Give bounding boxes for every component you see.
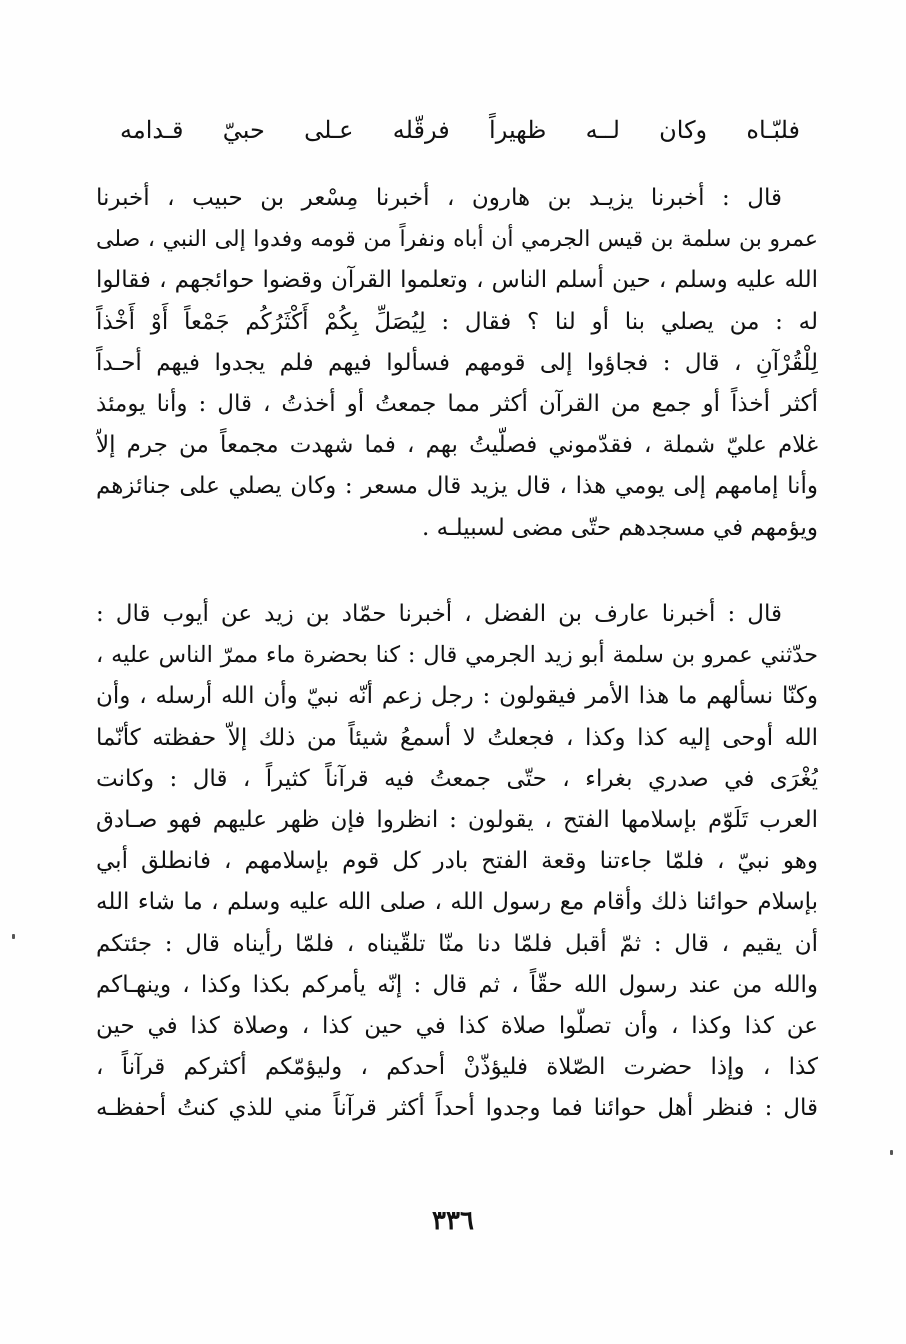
text-line: والله من عند رسول الله حقّاً ، ثم قال : إنّه يأمركم بكذا وكذا ، وينهـاكم xyxy=(96,971,818,998)
text-line: قال : أخبرنا عارف بن الفضل ، أخبرنا حمّاد بن زيد عن أيوب قال : xyxy=(96,601,782,627)
scan-speck xyxy=(890,1150,893,1155)
text-line: عن كذا وكذا ، وأن تصلّوا صلاة كذا في حين كذا ، وصلاة كذا في حين xyxy=(96,1012,818,1039)
text-line: قال : أخبرنا يزيـد بن هارون ، أخبرنا مِسْعر بن حبيب ، أخبرنا xyxy=(96,185,782,211)
text-line: أن يقيم ، قال : ثمّ أقبل فلمّا دنا منّا تلقّيناه ، فلمّا رأيناه قال : جئتكم xyxy=(96,930,818,957)
paragraph-1 xyxy=(96,178,818,549)
text-line: بإسلام حوائنا ذلك وأقام مع رسول الله ، صلى الله عليه وسلم ، ما شاء الله xyxy=(96,889,818,916)
text-line: حدّثني عمرو بن سلمة أبو زيد الجرمي قال : كنا بحضرة ماء ممرّ الناس عليه ، xyxy=(96,642,818,669)
text-line: قال : فنظر أهل حوائنا فما وجدوا أحداً أكثر قرآناً مني للذي كنتُ أحفظـه xyxy=(96,1095,818,1122)
text-line: عمرو بن سلمة بن قيس الجرمي أن أباه ونفراً من قومه وفدوا إلى النبي ، صلى xyxy=(96,227,818,253)
text-line: وكنّا نسألهم ما هذا الأمر فيقولون : رجل زعم أنّه نبيّ وأن الله أرسله ، وأن xyxy=(96,683,818,710)
text-line: وأنا إمامهم إلى يومي هذا ، قال يزيد قال مسعر : وكان يصلي على جنائزهم xyxy=(96,473,818,500)
text-line: غلام عليّ شملة ، فقدّموني فصلّيتُ بهم ، فما شهدت مجمعاً من جرم إلاّ xyxy=(96,432,818,459)
text-line: لِلْقُرْآنِ ، قال : فجاؤوا إلى قومهم فسألوا فيهم فلم يجدوا فيهم أحـداً xyxy=(96,349,818,376)
text-line: يُغْرَى في صدري بغراء ، حتّى جمعتُ فيه قرآناً كثيراً ، قال : وكانت xyxy=(96,765,818,792)
text-line: كذا ، وإذا حضرت الصّلاة فليؤذّنْ أحدكم ، وليؤمّكم أكثركم قرآناً ، xyxy=(96,1054,818,1081)
text-line: له : من يصلي بنا أو لنا ؟ فقال : لِيُصَلِّ بِكُمْ أَكْثَرُكُم جَمْعاً أَوْ أَخْذاً xyxy=(96,308,818,335)
text-line: أكثر أخذاً أو جمع من القرآن أكثر مما جمعتُ أو أخذتُ ، قال : وأنا يومئذ xyxy=(96,390,818,417)
paragraph-2 xyxy=(96,594,818,1129)
page-number: ٣٣٦ xyxy=(432,1206,474,1236)
text-line: وهو نبيّ ، فلمّا جاءتنا وقعة الفتح بادر كل قوم بإسلامهم ، فانطلق أبي xyxy=(96,848,818,875)
poetry-verse: فلبّـاه وكان لــه ظهيراً فرقّله عـلى حبيّ قـدامه xyxy=(120,116,800,144)
text-line: الله عليه وسلم ، حين أسلم الناس ، وتعلموا القرآن وقضوا حوائجهم ، فقالوا xyxy=(96,267,818,294)
text-line: ويؤمهم في مسجدهم حتّى مضى لسبيلـه . xyxy=(421,514,818,541)
text-line: العرب تَلَوّم بإسلامها الفتح ، يقولون : انظروا فإن ظهر عليهم فهو صـادق xyxy=(96,806,818,833)
text-line: الله أوحى إليه كذا وكذا ، فجعلتُ لا أسمعُ شيئاً من ذلك إلاّ حفظته كأنّما xyxy=(96,724,818,751)
scan-speck xyxy=(12,934,15,939)
